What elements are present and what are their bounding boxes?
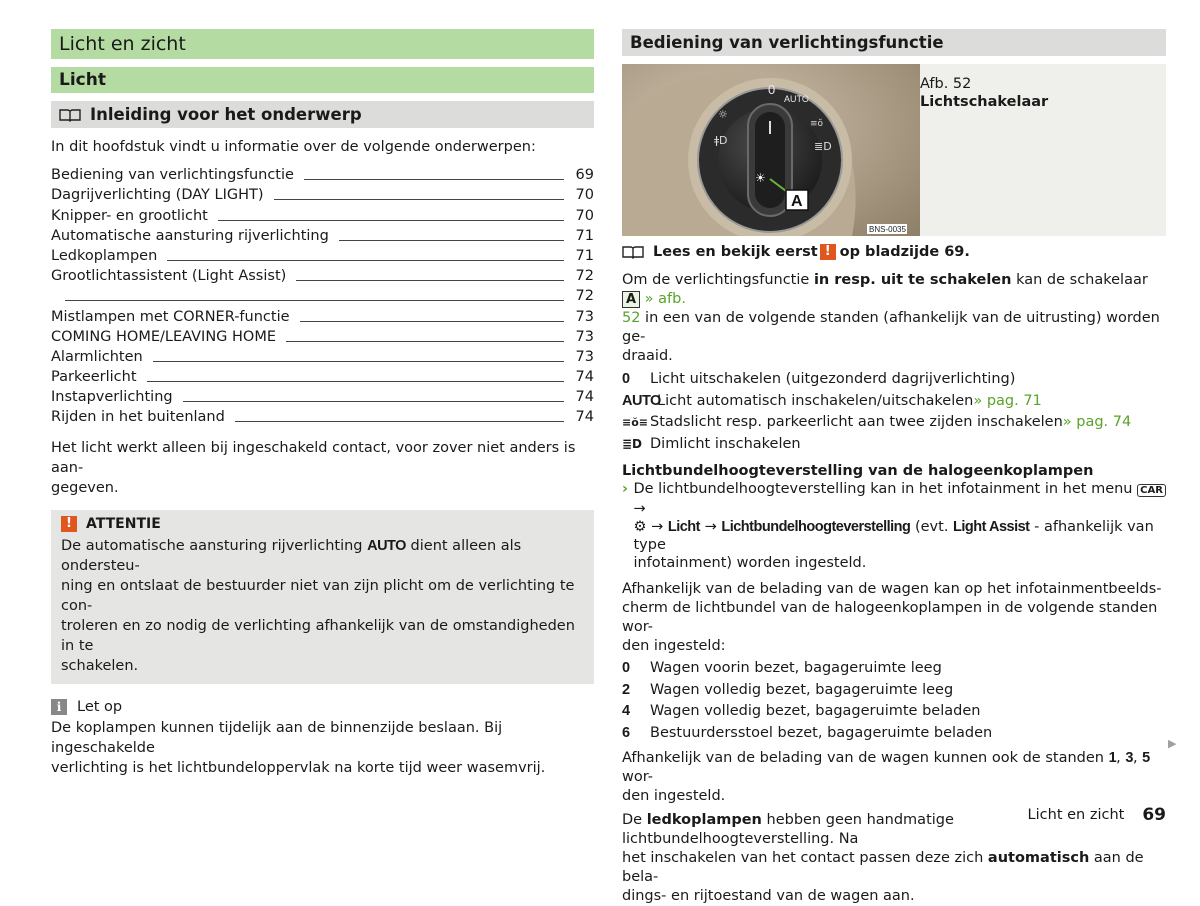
- load-intro: Afhankelijk van de belading van de wagen kan op het infotainmentbeelds- cherm de lichtbundel van de halogeenkoplampen in de volgende standen wor- den ingesteld:: [622, 581, 1162, 654]
- load-note: Afhankelijk van de belading van de wagen kunnen ook de standen 1, 3, 5 wor- den ingesteld.: [622, 750, 1150, 804]
- right-column: [622, 29, 1166, 906]
- figure-link[interactable]: » afb.: [640, 291, 686, 307]
- toc-row[interactable]: [51, 226, 594, 246]
- toc-row[interactable]: [51, 387, 594, 407]
- svg-text:☼: ☼: [718, 108, 728, 121]
- toc-title: Knipper- en grootlicht: [51, 207, 208, 224]
- svg-text:☀: ☀: [755, 171, 766, 185]
- page-link[interactable]: » pag. 74: [1062, 414, 1132, 430]
- figure-title: Lichtschakelaar: [920, 94, 1049, 110]
- led-note: De ledkoplampen hebben geen handmatige lichtbundelhoogteverstelling. Na het inschakelen van het contact passen deze zich automatisch aan de bela- dings- en rijtoestand van de wagen aan.: [622, 812, 1144, 904]
- toc-page: 72: [575, 268, 594, 285]
- light-switch-illustration: [622, 64, 920, 236]
- svg-text:ǂD: ǂD: [714, 134, 728, 147]
- list-item: 0 Wagen voorin bezet, bagageruimte leeg: [622, 660, 942, 676]
- light-switch-figure: [622, 64, 920, 236]
- warning-icon: !: [61, 516, 77, 532]
- callout-a: A: [791, 193, 803, 210]
- toc-page: 71: [575, 247, 594, 264]
- toc-row[interactable]: [51, 266, 594, 286]
- range-heading: Lichtbundelhoogteverstelling van de halogeenkoplampen: [622, 463, 1094, 479]
- toc-title: Dagrijverlichting (DAY LIGHT): [51, 187, 264, 204]
- section-title-bar: [622, 29, 1166, 56]
- note-title: Let op: [77, 699, 123, 716]
- warning-icon: !: [820, 244, 836, 260]
- toc-title: Grootlichtassistent (Light Assist): [51, 268, 287, 285]
- toc-title: Alarmlichten: [51, 348, 143, 365]
- toc-row[interactable]: [51, 246, 594, 266]
- switch-positions: [622, 369, 1166, 455]
- dipped-beam-icon: ≣D: [622, 436, 643, 451]
- toc-title: Mistlampen met CORNER-functie: [51, 308, 290, 325]
- left-column: [51, 29, 594, 778]
- svg-text:≣D: ≣D: [814, 140, 832, 153]
- toc-page: 70: [575, 187, 594, 204]
- toc-row[interactable]: [51, 407, 594, 427]
- symbol-0: 0: [622, 371, 630, 387]
- auto-symbol: AUTO: [367, 538, 406, 555]
- toc-page: 72: [575, 288, 594, 305]
- figure: [622, 64, 1166, 236]
- switch-label-0: 0: [768, 82, 776, 97]
- toc-title: Automatische aansturing rijverlichting: [51, 227, 329, 244]
- intro-heading-bar: [51, 101, 594, 128]
- ignition-note: Het licht werkt alleen bij ingeschakeld contact, voor zover niet anders is aan- gegeven.: [51, 440, 576, 497]
- toc-row[interactable]: [51, 286, 594, 306]
- load-positions: [622, 658, 1166, 744]
- list-item: ≣D Dimlicht inschakelen: [622, 434, 1166, 456]
- page-link[interactable]: » pag. 71: [973, 392, 1042, 409]
- range-step: › De lichtbundelhoogteverstelling kan in het infotainment in het menu CAR → ⚙ → Licht → Lichtbundelhoogteverstelling (evt. Light Assist - afhankelijk van type infotainment) worden ingesteld.: [622, 480, 1166, 572]
- note-box: [51, 697, 594, 778]
- toc-row[interactable]: [51, 165, 594, 185]
- list-item: 2 Wagen volledig bezet, bagageruimte leeg: [622, 681, 954, 698]
- section-title: Bediening van verlichtingsfunctie: [630, 33, 944, 52]
- toc-title: Ledkoplampen: [51, 247, 158, 264]
- page-number: 69: [1142, 805, 1166, 825]
- toc-row[interactable]: [51, 327, 594, 347]
- chapter-title: Licht en zicht: [51, 29, 594, 59]
- toc-list: [51, 165, 594, 427]
- footer-chapter: Licht en zicht: [1027, 807, 1125, 823]
- list-item: ≡ŏ≡ Stadslicht resp. parkeerlicht aan twee zijden inschakelen » pag. 74: [622, 412, 1166, 434]
- book-icon: [622, 245, 644, 259]
- list-item: 0 Licht uitschakelen (uitgezonderd dagrijverlichting): [622, 369, 1166, 391]
- toc-title: COMING HOME/LEAVING HOME: [51, 328, 276, 345]
- toc-row[interactable]: [51, 185, 594, 205]
- toc-title: Bediening van verlichtingsfunctie: [51, 167, 294, 184]
- toc-title: Instapverlichting: [51, 389, 173, 406]
- warning-box: [51, 510, 594, 684]
- toc-page: 69: [575, 167, 594, 184]
- toc-row[interactable]: [51, 306, 594, 326]
- toc-page: 73: [575, 348, 594, 365]
- figure-number: Afb. 52: [920, 76, 972, 92]
- info-icon: i: [51, 699, 67, 715]
- toc-page: 74: [575, 389, 594, 406]
- switch-label-auto: AUTO: [784, 94, 809, 104]
- toc-page: 73: [575, 308, 594, 325]
- warning-text: De automatische aansturing rijverlichting AUTO dient alleen als ondersteu- ning en ontslaat de bestuurder niet van zijn plicht om de verlichting te con- troleren en zo nodig de verlichting afhankelijk van de omstandigheden in te schakelen.: [61, 538, 575, 675]
- intro-text: In dit hoofdstuk vindt u informatie over de volgende onderwerpen:: [51, 139, 536, 155]
- toc-row[interactable]: [51, 347, 594, 367]
- settings-icon: ⚙: [633, 519, 647, 535]
- figure-code: BNS-0035: [869, 225, 906, 234]
- key-a: A: [622, 291, 640, 308]
- toc-page: 70: [575, 207, 594, 224]
- toc-page: 73: [575, 328, 594, 345]
- toc-title: Parkeerlicht: [51, 369, 137, 386]
- intro-heading: Inleiding voor het onderwerp: [90, 105, 362, 124]
- side-light-icon: ≡ŏ≡: [622, 416, 648, 429]
- toc-page: 74: [575, 409, 594, 426]
- auto-symbol: AUTO: [622, 392, 661, 409]
- page-footer: [1028, 805, 1166, 825]
- section-title: Licht: [51, 67, 594, 93]
- warning-title: ATTENTIE: [86, 516, 161, 533]
- switch-intro: Om de verlichtingsfunctie in resp. uit te schakelen kan de schakelaar A » afb. 52 in een van de volgende standen (afhankelijk van de uitrusting) worden ge- draaid.: [622, 272, 1160, 364]
- toc-row[interactable]: [51, 205, 594, 225]
- continue-arrow-icon: ▶: [1168, 737, 1177, 750]
- book-icon: [59, 108, 81, 122]
- figure-link[interactable]: 52: [622, 310, 641, 326]
- toc-page: 71: [575, 227, 594, 244]
- toc-title: Rijden in het buitenland: [51, 409, 225, 426]
- car-button-icon: CAR: [1137, 484, 1166, 497]
- figure-caption: [920, 64, 1166, 236]
- list-item: 6 Bestuurdersstoel bezet, bagageruimte beladen: [622, 724, 993, 741]
- list-item: 4 Wagen volledig bezet, bagageruimte beladen: [622, 703, 981, 719]
- toc-page: 74: [575, 369, 594, 386]
- svg-text:≡ŏ: ≡ŏ: [810, 119, 824, 129]
- toc-row[interactable]: [51, 367, 594, 387]
- note-text: De koplampen kunnen tijdelijk aan de binnenzijde beslaan. Bij ingeschakelde verlichting is het lichtbundeloppervlak na korte tijd weer wasemvrij.: [51, 720, 546, 777]
- list-item: AUTO Licht automatisch inschakelen/uitschakelen » pag. 71: [622, 391, 1166, 413]
- read-first: Lees en bekijk eerst ! op bladzijde 69.: [622, 244, 1166, 260]
- step-arrow-icon: ›: [622, 481, 628, 497]
